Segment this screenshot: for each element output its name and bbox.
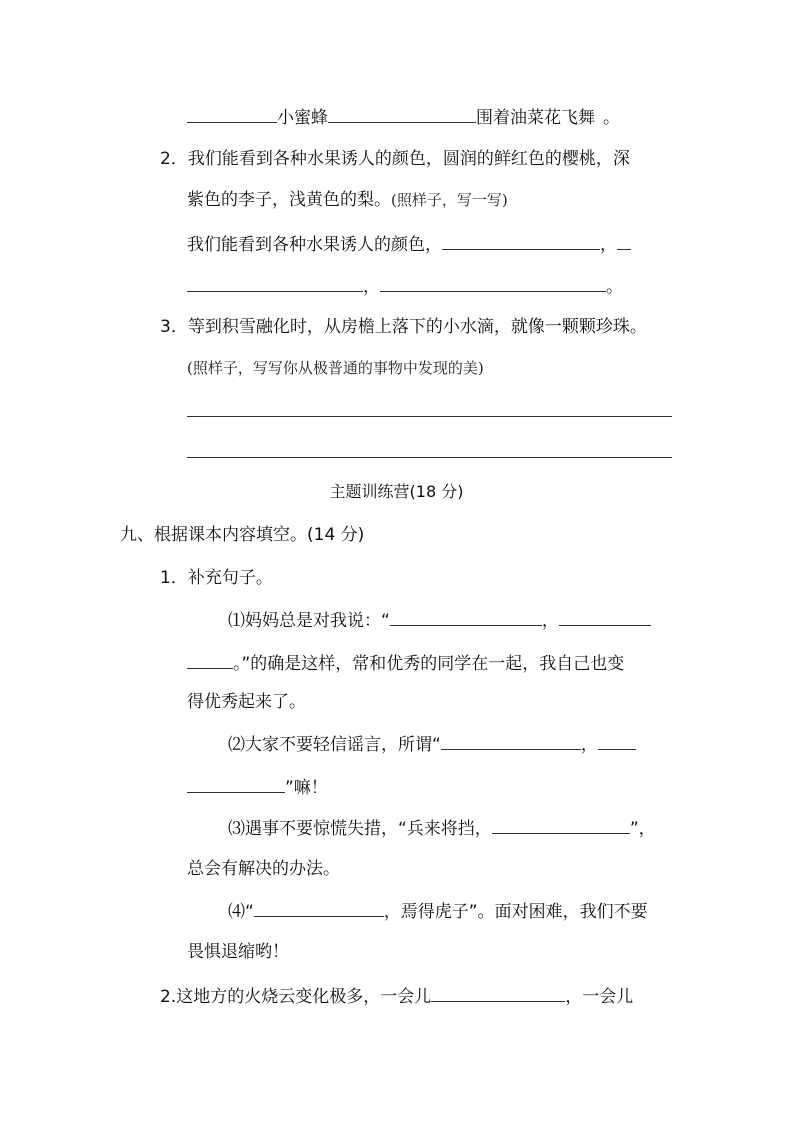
question-heading: 九、根据课本内容填空。(14 分) (120, 525, 365, 545)
text: ，焉得虎子”。面对困难，我们不要 (383, 902, 648, 922)
text: 我们能看到各种水果诱人的颜色， (187, 235, 442, 255)
answer-blank[interactable] (441, 731, 581, 750)
text: 我们能看到各种水果诱人的颜色，圆润的鲜红色的樱桃，深 (187, 149, 630, 169)
q2-line1 (160, 147, 630, 171)
text: 。 (603, 108, 620, 128)
instruction-note: (照样子，写写你从极普通的事物中发现的美) (187, 359, 484, 377)
s4-line1 (228, 898, 648, 924)
sub-question: 1．补充句子。 (160, 568, 273, 588)
answer-blank[interactable] (187, 104, 277, 123)
answer-blank[interactable] (492, 815, 630, 834)
item-label: ⑶ (228, 819, 245, 839)
text: ， (541, 611, 559, 631)
text: 妈妈总是对我说：“ (245, 611, 390, 631)
answer-line[interactable] (187, 416, 672, 417)
answer-blank[interactable] (598, 731, 636, 750)
section-title: 主题训练营(18 分) (329, 482, 464, 501)
sub-question-2 (160, 983, 633, 1009)
s3-line1 (228, 815, 656, 841)
text: 遇事不要惊慌失措，“兵来将挡， (245, 819, 492, 839)
text: ”， (629, 819, 656, 839)
s2-line1 (228, 731, 636, 757)
q2-line3 (187, 231, 631, 257)
s1-line1 (228, 607, 651, 633)
text: 。”的确是这样，常和优秀的同学在一起，我自己也变 (233, 654, 625, 674)
question-number: 2. (160, 987, 177, 1007)
answer-line[interactable] (187, 457, 672, 458)
answer-blank[interactable] (187, 774, 285, 793)
question-number: 2． (160, 149, 188, 169)
q2-line4 (187, 273, 623, 299)
answer-blank[interactable] (431, 983, 565, 1002)
q3-line1 (160, 315, 647, 339)
answer-blank[interactable] (328, 104, 476, 123)
answer-blank[interactable] (617, 231, 631, 250)
text: ， (363, 277, 380, 297)
text: 总会有解决的办法。 (187, 859, 340, 879)
text: ， (580, 735, 598, 755)
s1-line2 (187, 650, 624, 676)
item-label: ⑷ (228, 902, 245, 922)
q2-line2 (187, 188, 508, 212)
prev-question-line (187, 104, 620, 130)
text: 围着油菜花飞舞 (476, 108, 595, 128)
answer-blank[interactable] (187, 273, 363, 292)
instruction-note: (照样子，写一写) (391, 191, 508, 209)
s2-line2 (187, 774, 328, 800)
question-number: 3． (160, 317, 188, 337)
answer-blank[interactable] (254, 898, 384, 917)
text: 得优秀起来了。 (187, 692, 306, 712)
text: 紫色的李子，浅黄色的梨。 (187, 190, 391, 210)
answer-blank[interactable] (187, 650, 233, 669)
answer-blank[interactable] (380, 273, 606, 292)
item-label: ⑵ (228, 735, 245, 755)
text: 小蜜蜂 (277, 108, 328, 128)
item-label: ⑴ (228, 611, 245, 631)
text: ，一会儿 (565, 987, 634, 1007)
text: 。 (606, 277, 623, 297)
answer-blank[interactable] (390, 607, 542, 626)
text: ”嘛！ (285, 778, 328, 798)
text: 畏惧退缩哟！ (187, 942, 289, 962)
text: 大家不要轻信谣言，所谓“ (245, 735, 441, 755)
text: 等到积雪融化时，从房檐上落下的小水滴，就像一颗颗珍珠。 (187, 317, 647, 337)
answer-blank[interactable] (559, 607, 651, 626)
text: ， (600, 235, 617, 255)
answer-blank[interactable] (442, 231, 600, 250)
text: 这地方的火烧云变化极多，一会儿 (176, 987, 432, 1007)
text: “ (245, 902, 254, 922)
